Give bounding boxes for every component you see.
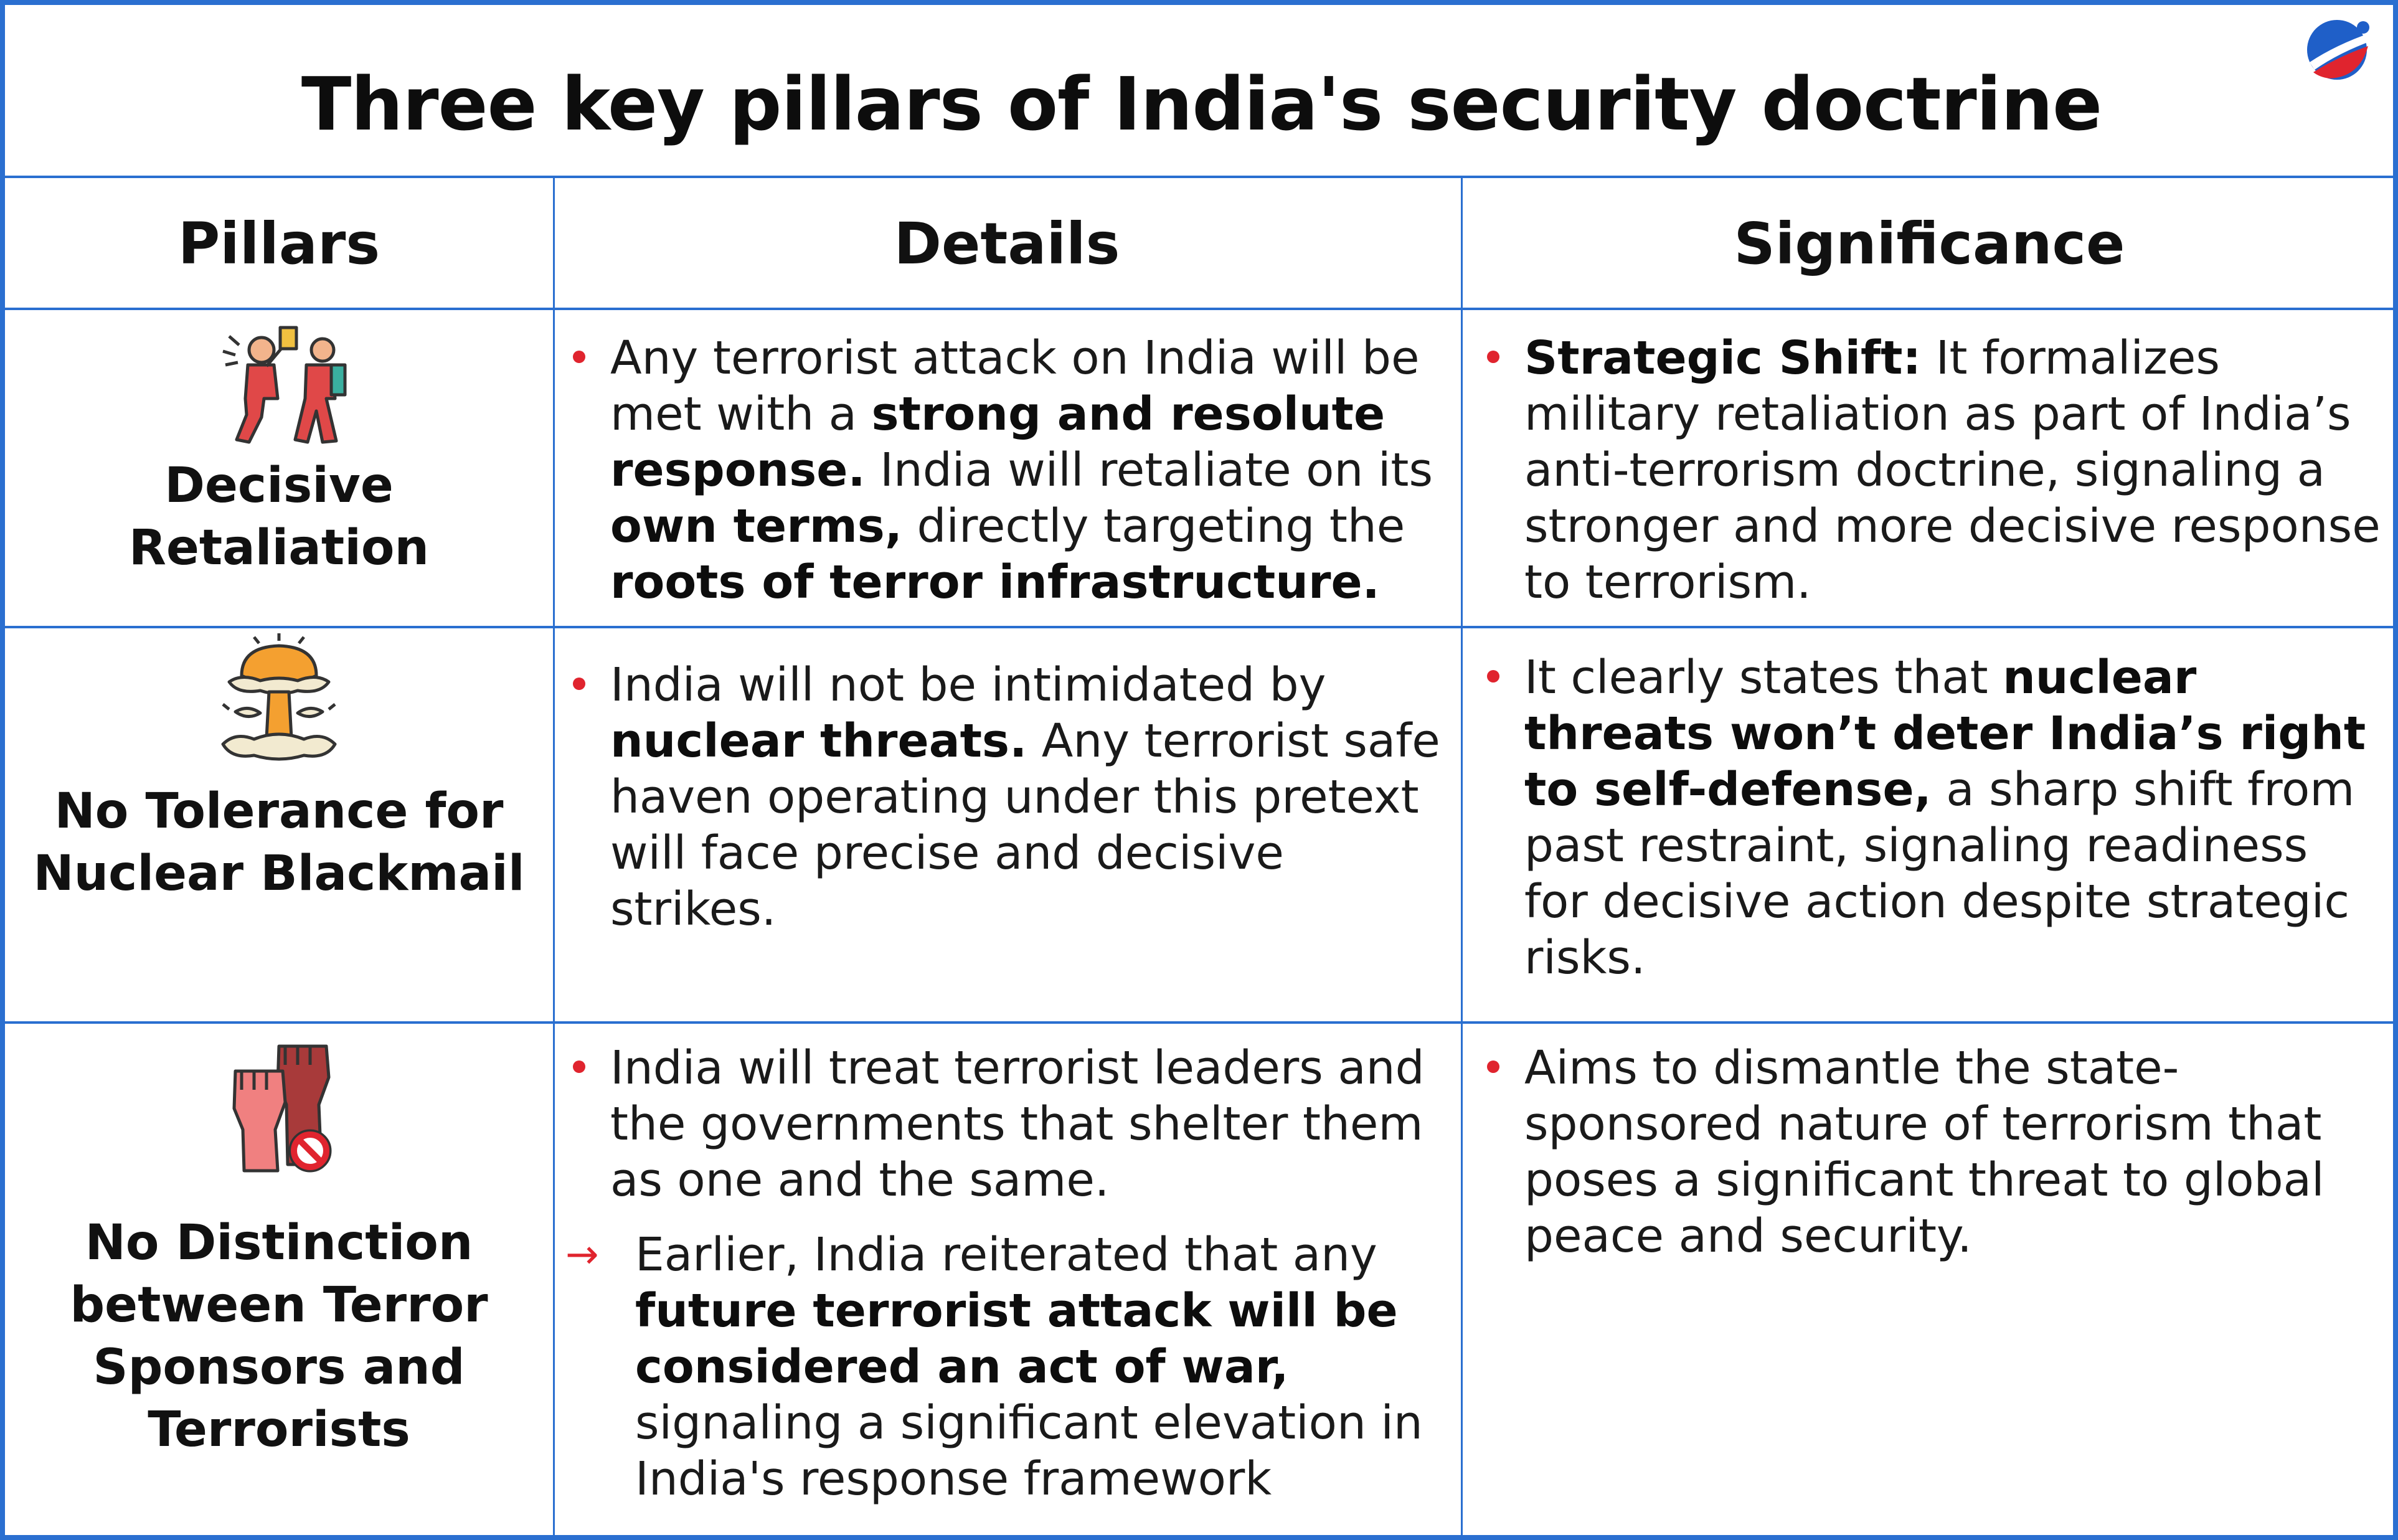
bold-phrase: Strategic Shift:	[1524, 331, 1922, 385]
brand-logo-icon	[2298, 7, 2379, 88]
header-pillars: Pillars	[177, 210, 380, 277]
significance-cell	[1480, 330, 2382, 610]
pillar-decisive-retaliation	[5, 324, 553, 579]
column-divider	[553, 178, 555, 1540]
text-run: Any terrorist safe haven operating under this pretext will face precise and decisive strikes.	[610, 714, 1440, 936]
pillar-name: Decisive Retaliation	[128, 458, 430, 576]
pillar-no-distinction	[5, 1040, 553, 1461]
text-run: India will treat terrorist leaders and the governments that shelter them as one and the same.	[610, 1041, 1425, 1207]
arrow-right-icon: →	[565, 1232, 599, 1278]
pillar-nuclear-blackmail	[5, 632, 553, 905]
details-bullet	[565, 657, 1450, 937]
significance-cell	[1480, 1040, 2382, 1264]
bold-phrase: nuclear threats.	[610, 714, 1027, 768]
raised-fists-prohibited-icon	[204, 1040, 354, 1177]
significance-bullet	[1480, 650, 2382, 986]
bold-phrase: nuclear threats won’t deter India’s right to self-defense,	[1524, 651, 2366, 816]
text-run: directly targeting the	[902, 499, 1405, 553]
divider	[5, 626, 2398, 628]
sub-point-text	[635, 1227, 1450, 1507]
column-divider	[1461, 178, 1463, 1540]
details-bullet	[565, 1040, 1450, 1208]
bold-phrase: roots of terror infrastructure.	[610, 555, 1380, 609]
nuclear-explosion-icon	[204, 632, 354, 775]
text-run: It formalizes military retaliation as part of India’s anti-terrorism doctrine, signaling a stronger and more decisive response to terrorism.	[1524, 331, 2381, 609]
text-run: a sharp shift from past restraint, signaling readiness for decisive action despite strategic risks.	[1524, 763, 2355, 985]
bold-phrase: own terms,	[610, 499, 902, 553]
pillar-name: No Tolerance for Nuclear Blackmail	[33, 783, 525, 902]
details-cell	[565, 657, 1450, 937]
text-run: signaling a significant elevation in India's response framework	[635, 1396, 1423, 1506]
bold-phrase: strong and resolute response.	[610, 387, 1385, 497]
details-cell	[565, 1040, 1450, 1507]
significance-bullet	[1480, 330, 2382, 610]
significance-cell	[1480, 650, 2382, 986]
text-run: India will retaliate on its	[865, 443, 1433, 497]
title-bar	[5, 0, 2398, 178]
text-run: Earlier, India reiterated that any	[635, 1228, 1377, 1282]
header-details: Details	[894, 210, 1120, 277]
text-run: It clearly states that	[1524, 651, 2003, 704]
page-title: Three key pillars of India's security doctrine	[301, 61, 2102, 147]
details-cell	[565, 330, 1437, 610]
pillar-name: No Distinction between Terror Sponsors and Terrorists	[70, 1215, 488, 1458]
header-significance: Significance	[1734, 210, 2125, 277]
details-sub-point	[565, 1227, 1450, 1507]
significance-bullet	[1480, 1040, 2382, 1264]
fighters-icon	[204, 324, 354, 448]
bold-phrase: future terrorist attack will be considered an act of war,	[635, 1284, 1398, 1394]
text-run: India will not be intimidated by	[610, 658, 1326, 712]
details-bullet	[565, 330, 1437, 610]
text-run: Any terrorist attack on India will be met with a	[610, 331, 1420, 441]
text-run: Aims to dismantle the state-sponsored nature of terrorism that poses a significant threat to global peace and security.	[1524, 1041, 2325, 1263]
divider	[5, 1021, 2398, 1024]
